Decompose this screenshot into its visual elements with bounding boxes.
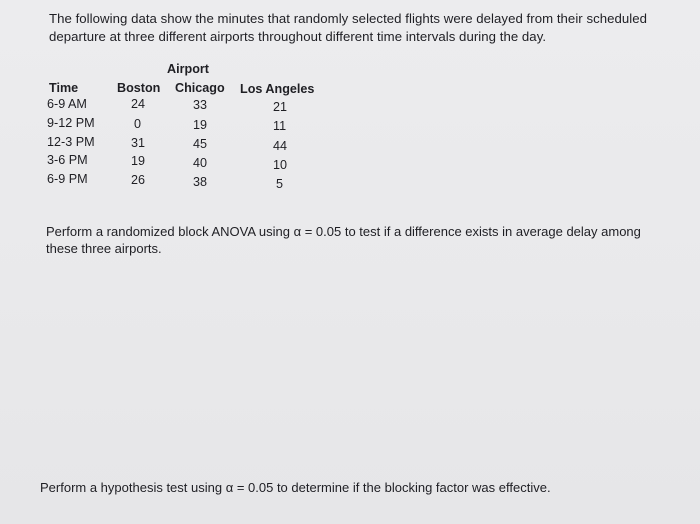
table-cell: 44 xyxy=(273,139,288,153)
column-header-boston: Boston xyxy=(117,81,161,95)
table-cell: 33 xyxy=(193,98,208,112)
table-cell: 40 xyxy=(193,156,208,170)
question-blocking-factor-test: Perform a hypothesis test using α = 0.05 to determine if the blocking factor was effective. xyxy=(40,480,551,495)
table-cell: 19 xyxy=(131,154,146,168)
delay-data-table xyxy=(47,60,347,200)
table-cell: 5 xyxy=(276,177,284,191)
table-cell: 31 xyxy=(131,136,146,150)
question-randomized-block-anova: Perform a randomized block ANOVA using α = 0.05 to test if a difference exists in average delay among these three airports. xyxy=(46,224,641,256)
row-label: 6-9 AM xyxy=(47,97,87,111)
table-cell: 38 xyxy=(193,175,208,189)
row-label: 9-12 PM xyxy=(47,116,95,130)
table-cell: 0 xyxy=(134,117,142,131)
table-cell: 21 xyxy=(273,100,288,114)
row-label: 3-6 PM xyxy=(47,153,88,167)
row-label: 12-3 PM xyxy=(47,135,95,149)
column-header-time: Time xyxy=(49,81,79,95)
table-cell: 19 xyxy=(193,118,208,132)
intro-paragraph: The following data show the minutes that randomly selected flights were delayed from their scheduled departure at three different airports throughout different time intervals during the day. xyxy=(49,11,648,44)
table-cell: 45 xyxy=(193,137,208,151)
table-cell: 24 xyxy=(131,97,146,111)
airport-group-header: Airport xyxy=(167,62,209,76)
column-header-chicago: Chicago xyxy=(175,81,225,95)
table-cell: 26 xyxy=(131,173,146,187)
table-cell: 11 xyxy=(273,119,287,133)
table-cell: 10 xyxy=(273,158,288,172)
row-label: 6-9 PM xyxy=(47,172,88,186)
column-header-los-angeles: Los Angeles xyxy=(240,82,315,96)
